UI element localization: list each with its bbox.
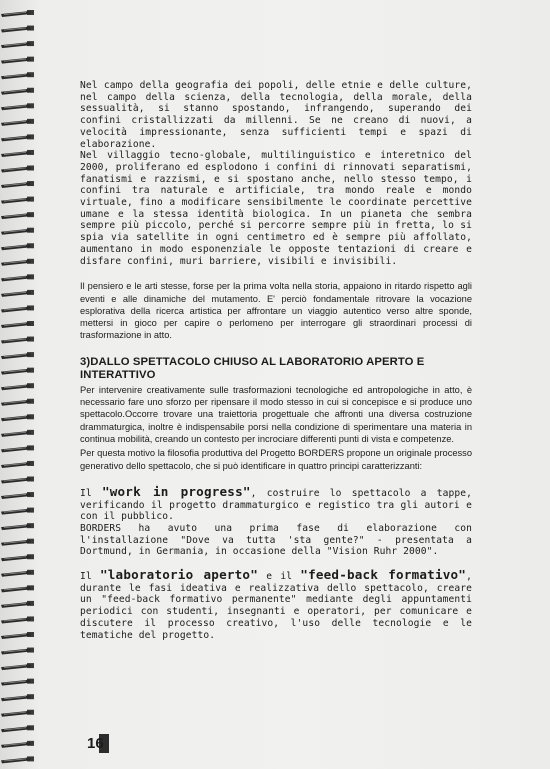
binding-loop xyxy=(1,756,34,763)
binding-loop xyxy=(1,694,34,701)
paragraph-arts: Il pensiero e le arti stesse, forse per la prima volta nella storia, appaiono in ritardo rispetto agli eventi e alle dinamiche del mutamento. E' perciò fondamentale ritrovare la vocazione esplorativa della ricerca artistica per affrontare un viaggio autentico verso altre sponde, mettersi in gioco per capire o perlomeno per interrogare gli straordinari processi di trasformazione in atto. xyxy=(80,281,472,341)
binding-loop xyxy=(1,274,34,281)
binding-loop xyxy=(1,321,34,328)
binding-loop xyxy=(1,679,34,686)
spiral-binding xyxy=(0,0,40,769)
binding-loop xyxy=(1,632,34,639)
section-body: Per intervenire creativamente sulle trasformazioni tecnologiche ed antropologiche in atto, è necessario fare uno sforzo per ripensare il modo stesso in cui si concepisce e si produce uno spettacolo.Occorre trovare una traiettoria progettuale che affronti una diversa costruzione drammaturgica, inoltre è indispensabile porsi nella condizione di sperimentare una materia in continua mobilità, creando un contesto per incrociare differenti punti di vista e competenze. xyxy=(80,384,472,444)
principle-laboratorio-aperto xyxy=(80,569,472,641)
page-content xyxy=(80,80,472,652)
principle-term: "work in progress" xyxy=(101,483,251,499)
binding-loop xyxy=(1,399,34,406)
binding-loop xyxy=(1,197,34,204)
binding-loop xyxy=(1,710,34,717)
binding-loop xyxy=(1,134,34,141)
paragraph-intro: Nel campo della geografia dei popoli, delle etnie e delle culture, nel campo della scienza, della tecnologia, della morale, della sessualità, si stanno spostando, infrangendo, superando dei confini cristallizzati da millenni. Se ne creano di nuovi, a velocità impressionante, senza sufficienti tempi e spazi di elaborazione. xyxy=(80,80,472,150)
binding-loop xyxy=(1,508,34,515)
binding-loop xyxy=(1,492,34,499)
binding-loop xyxy=(1,445,34,452)
binding-loop xyxy=(1,461,34,468)
binding-loop xyxy=(1,166,34,173)
binding-loop xyxy=(1,616,34,623)
binding-loop xyxy=(1,228,34,235)
binding-loop xyxy=(1,601,34,608)
principle-connector: e il xyxy=(257,571,301,583)
binding-loop xyxy=(1,290,34,297)
binding-loop xyxy=(1,414,34,421)
principle-text: , costruire lo spettacolo a tappe, verificando il progetto drammaturgico e registico tra gli autori e con il pubblico. xyxy=(80,487,472,523)
binding-loop xyxy=(1,477,34,484)
binding-loop xyxy=(1,305,34,312)
binding-loop xyxy=(1,57,34,64)
binding-loop xyxy=(1,181,34,188)
paragraph-village: Nel villaggio tecno-globale, multilinguistico e interetnico del 2000, proliferano ed esplodono i confini di rinnovati separatismi, fanatismi e razzismi, e si spostano anche, nello stesso tempo, i confini tra naturale e artificiale, tra mondo reale e mondo virtuale, fino a modificare sensibilmente le coordinate percettive umane e la stessa identità biologica. In un pianeta che sembra sempre più piccolo, perché si percorre sempre più in fretta, lo si spia via satellite in ogni centimetro ed è sempre più affollato, aumentano in modo esponenziale le opposte tentazioni di creare e disfare confini, muri barriere, visibili e invisibili. xyxy=(80,150,472,267)
binding-loop xyxy=(1,150,34,157)
section-heading: 3)DALLO SPETTACOLO CHIUSO AL LABORATORIO APERTO E INTERATTIVO xyxy=(80,355,425,382)
binding-loop xyxy=(1,585,34,592)
binding-loop xyxy=(1,741,34,748)
binding-loop xyxy=(1,41,34,48)
principles-intro: Per questa motivo la filosofia produttiva del Progetto BORDERS propone un originale processo generativo dello spettacolo, che si può identificare in quattro principi caratterizzanti: xyxy=(80,448,472,471)
binding-loop xyxy=(1,119,34,126)
binding-loop xyxy=(1,26,34,33)
binding-loop xyxy=(1,554,34,561)
binding-loop xyxy=(1,259,34,266)
binding-loop xyxy=(1,725,34,732)
principle-text-continued: BORDERS ha avuto una prima fase di elaborazione con l'installazione "Dove va tutta 'sta gente?" - presentata a Dortmund, in Germania, in occasione della "Vision Ruhr 2000". xyxy=(80,522,472,558)
binding-loop xyxy=(1,663,34,670)
principle-term-second: "feed-back formativo" xyxy=(300,567,467,583)
binding-loop xyxy=(1,88,34,95)
binding-loop xyxy=(1,72,34,79)
page-number: 16 xyxy=(87,735,104,752)
binding-loop xyxy=(1,243,34,250)
principle-prefix: Il xyxy=(80,487,102,499)
principle-term: "laboratorio aperto" xyxy=(99,567,258,583)
binding-loop xyxy=(1,212,34,219)
binding-loop xyxy=(1,352,34,359)
principle-prefix: Il xyxy=(80,571,100,583)
binding-loop xyxy=(1,103,34,110)
binding-loop xyxy=(1,430,34,437)
principle-work-in-progress xyxy=(80,483,472,558)
binding-loop xyxy=(1,523,34,530)
binding-loop xyxy=(1,648,34,655)
principle-text: , durante le fasi ideativa e realizzativa dello spettacolo, creare un "feed-back formativo permanente" mediante degli appuntamenti periodici con studenti, insegnanti e operatori, per comunicare e discutere il processo creativo, l'uso delle tecnologie e le tematiche del progetto. xyxy=(80,571,472,641)
binding-loop xyxy=(1,570,34,577)
binding-loop xyxy=(1,383,34,390)
binding-loop xyxy=(1,368,34,375)
binding-loop xyxy=(1,539,34,546)
binding-loop xyxy=(1,10,34,17)
binding-loop xyxy=(1,337,34,344)
